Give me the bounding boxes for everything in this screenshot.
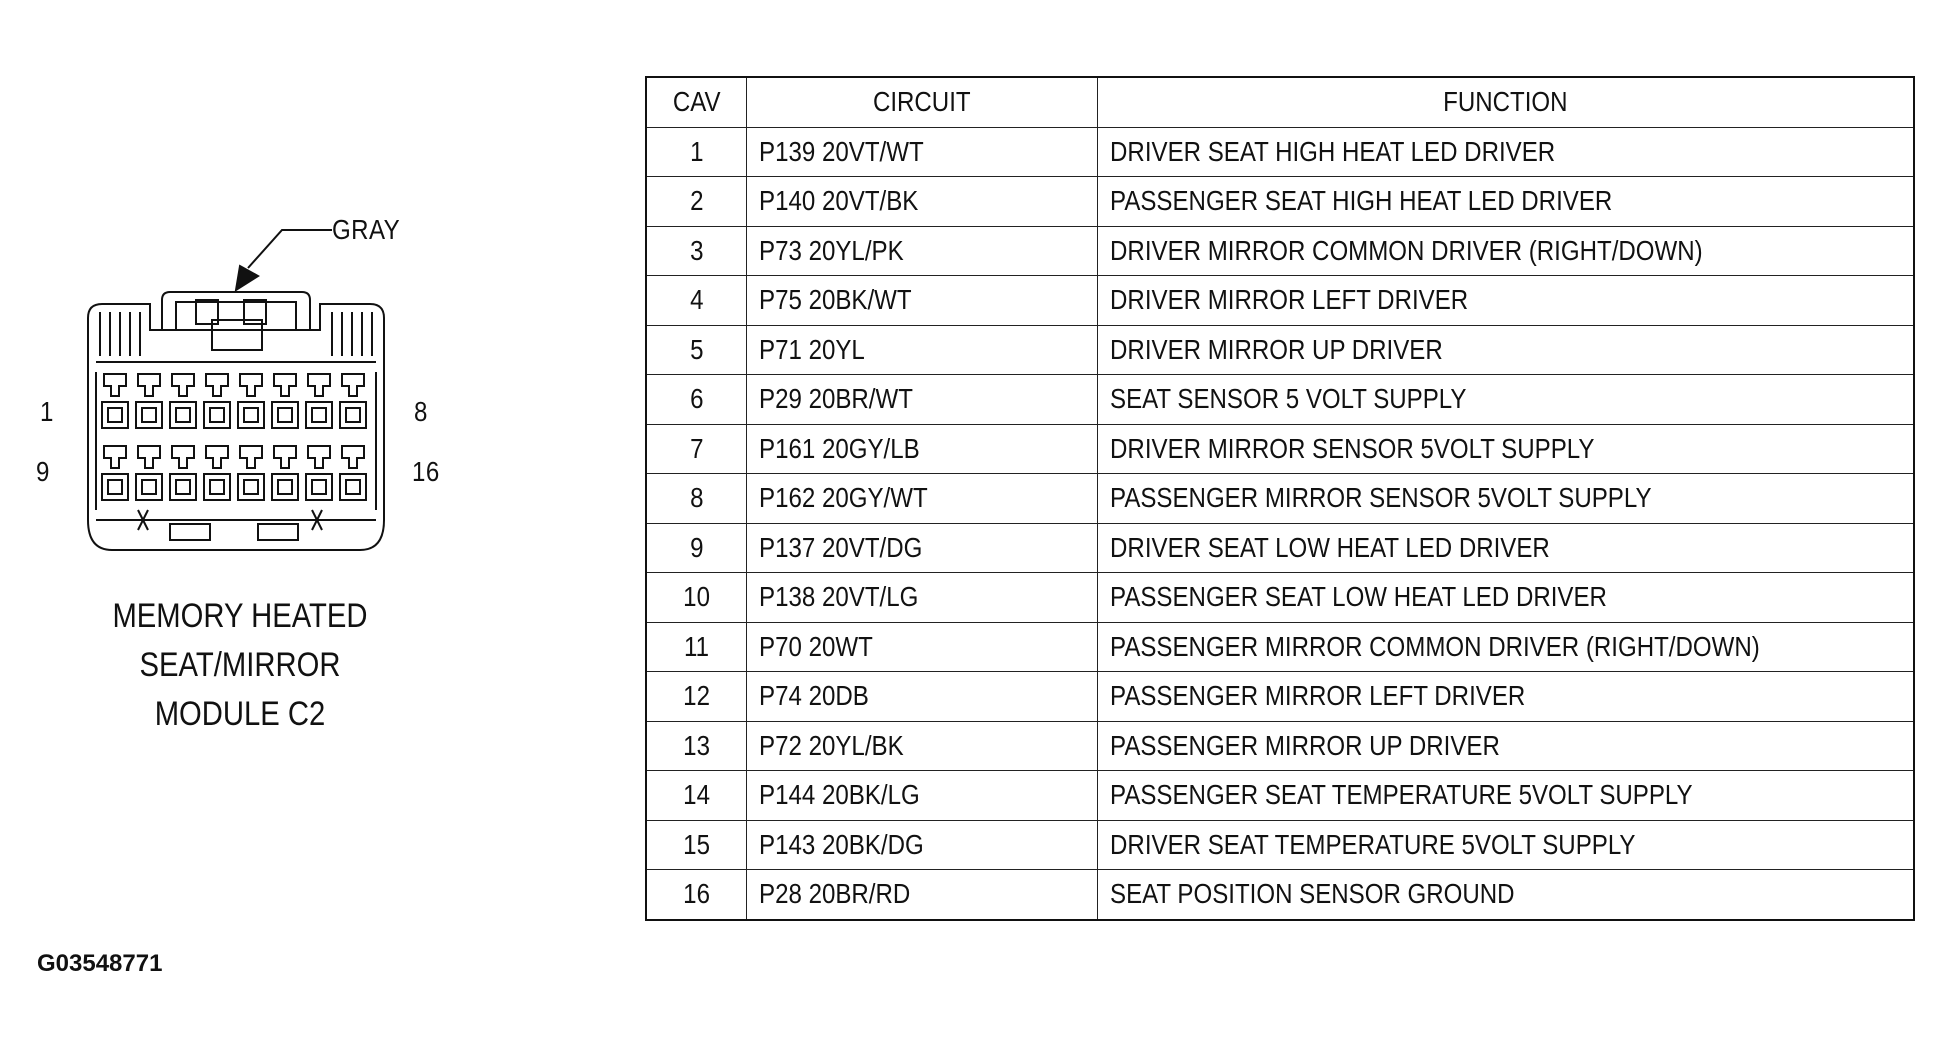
cell-function: DRIVER SEAT LOW HEAT LED DRIVER [1098,523,1915,573]
table-row [646,474,1914,524]
cell-function: PASSENGER SEAT TEMPERATURE 5VOLT SUPPLY [1098,771,1915,821]
cell-cav: 4 [646,276,747,326]
pin-label-1: 1 [40,396,54,427]
table-row [646,721,1914,771]
cell-circuit: P139 20VT/WT [747,127,1098,177]
cell-cav: 11 [646,622,747,672]
connector-diagram [0,0,520,600]
caption-line-2: SEAT/MIRROR [139,646,341,684]
cell-cav: 8 [646,474,747,524]
cell-cav: 14 [646,771,747,821]
cell-function: SEAT SENSOR 5 VOLT SUPPLY [1098,375,1915,425]
table-row [646,573,1914,623]
table-row [646,820,1914,870]
cell-cav: 13 [646,721,747,771]
cell-function: DRIVER MIRROR UP DRIVER [1098,325,1915,375]
color-leader-line [248,230,332,268]
connector-cavity [102,446,128,500]
header-cav: CAV [646,77,747,127]
cell-cav: 1 [646,127,747,177]
cell-circuit: P144 20BK/LG [747,771,1098,821]
table-row [646,672,1914,722]
cell-circuit: P29 20BR/WT [747,375,1098,425]
cell-circuit: P140 20VT/BK [747,177,1098,227]
cell-cav: 7 [646,424,747,474]
table-row [646,226,1914,276]
connector-cavity [238,446,264,500]
cell-circuit: P162 20GY/WT [747,474,1098,524]
table-row [646,870,1914,920]
cell-function: SEAT POSITION SENSOR GROUND [1098,870,1915,920]
cell-circuit: P143 20BK/DG [747,820,1098,870]
connector-cavity [306,446,332,500]
table-row [646,771,1914,821]
connector-cavity [272,374,298,428]
cell-cav: 16 [646,870,747,920]
cell-function: PASSENGER SEAT HIGH HEAT LED DRIVER [1098,177,1915,227]
header-function: FUNCTION [1098,77,1915,127]
cell-cav: 10 [646,573,747,623]
cell-cav: 5 [646,325,747,375]
cell-function: PASSENGER MIRROR UP DRIVER [1098,721,1915,771]
cell-circuit: P137 20VT/DG [747,523,1098,573]
pin-label-16: 16 [412,456,440,487]
caption-line-3: MODULE C2 [154,695,326,733]
table-row [646,375,1914,425]
connector-cavity [136,446,162,500]
header-circuit: CIRCUIT [747,77,1098,127]
table-row [646,127,1914,177]
cell-function: DRIVER MIRROR COMMON DRIVER (RIGHT/DOWN) [1098,226,1915,276]
cell-function: PASSENGER MIRROR LEFT DRIVER [1098,672,1915,722]
cell-function: PASSENGER MIRROR SENSOR 5VOLT SUPPLY [1098,474,1915,524]
cell-circuit: P70 20WT [747,622,1098,672]
connector-cavity [102,374,128,428]
pin-label-8: 8 [414,396,428,427]
cell-cav: 2 [646,177,747,227]
cell-cav: 6 [646,375,747,425]
figure-id: G03548771 [37,950,163,977]
connector-cavity [136,374,162,428]
connector-cavity [340,446,366,500]
caption-line-1: MEMORY HEATED [112,597,368,635]
cell-function: PASSENGER MIRROR COMMON DRIVER (RIGHT/DOWN) [1098,622,1915,672]
connector-cavity [204,446,230,500]
cell-function: PASSENGER SEAT LOW HEAT LED DRIVER [1098,573,1915,623]
pinout-table [645,76,1915,921]
connector-color-label: GRAY [332,214,401,245]
cell-circuit: P74 20DB [747,672,1098,722]
connector-cavity [170,446,196,500]
connector-latch [162,292,310,330]
table-row [646,622,1914,672]
cell-circuit: P161 20GY/LB [747,424,1098,474]
table-row [646,523,1914,573]
table-header-row [646,77,1914,127]
cell-circuit: P73 20YL/PK [747,226,1098,276]
cell-circuit: P138 20VT/LG [747,573,1098,623]
cell-circuit: P75 20BK/WT [747,276,1098,326]
cell-circuit: P71 20YL [747,325,1098,375]
cell-cav: 15 [646,820,747,870]
cell-function: DRIVER MIRROR SENSOR 5VOLT SUPPLY [1098,424,1915,474]
cell-cav: 3 [646,226,747,276]
connector-caption [85,592,395,739]
connector-cavity [306,374,332,428]
table-row [646,276,1914,326]
connector-cavity [238,374,264,428]
cell-circuit: P28 20BR/RD [747,870,1098,920]
cell-cav: 9 [646,523,747,573]
cell-function: DRIVER SEAT TEMPERATURE 5VOLT SUPPLY [1098,820,1915,870]
connector-cavity [204,374,230,428]
table-row [646,325,1914,375]
connector-cavity [340,374,366,428]
cell-cav: 12 [646,672,747,722]
cell-function: DRIVER SEAT HIGH HEAT LED DRIVER [1098,127,1915,177]
table-row [646,177,1914,227]
connector-cavity [272,446,298,500]
table-row [646,424,1914,474]
pin-label-9: 9 [36,456,50,487]
cell-function: DRIVER MIRROR LEFT DRIVER [1098,276,1915,326]
cell-circuit: P72 20YL/BK [747,721,1098,771]
connector-cavity [170,374,196,428]
color-arrow-icon [236,266,258,290]
